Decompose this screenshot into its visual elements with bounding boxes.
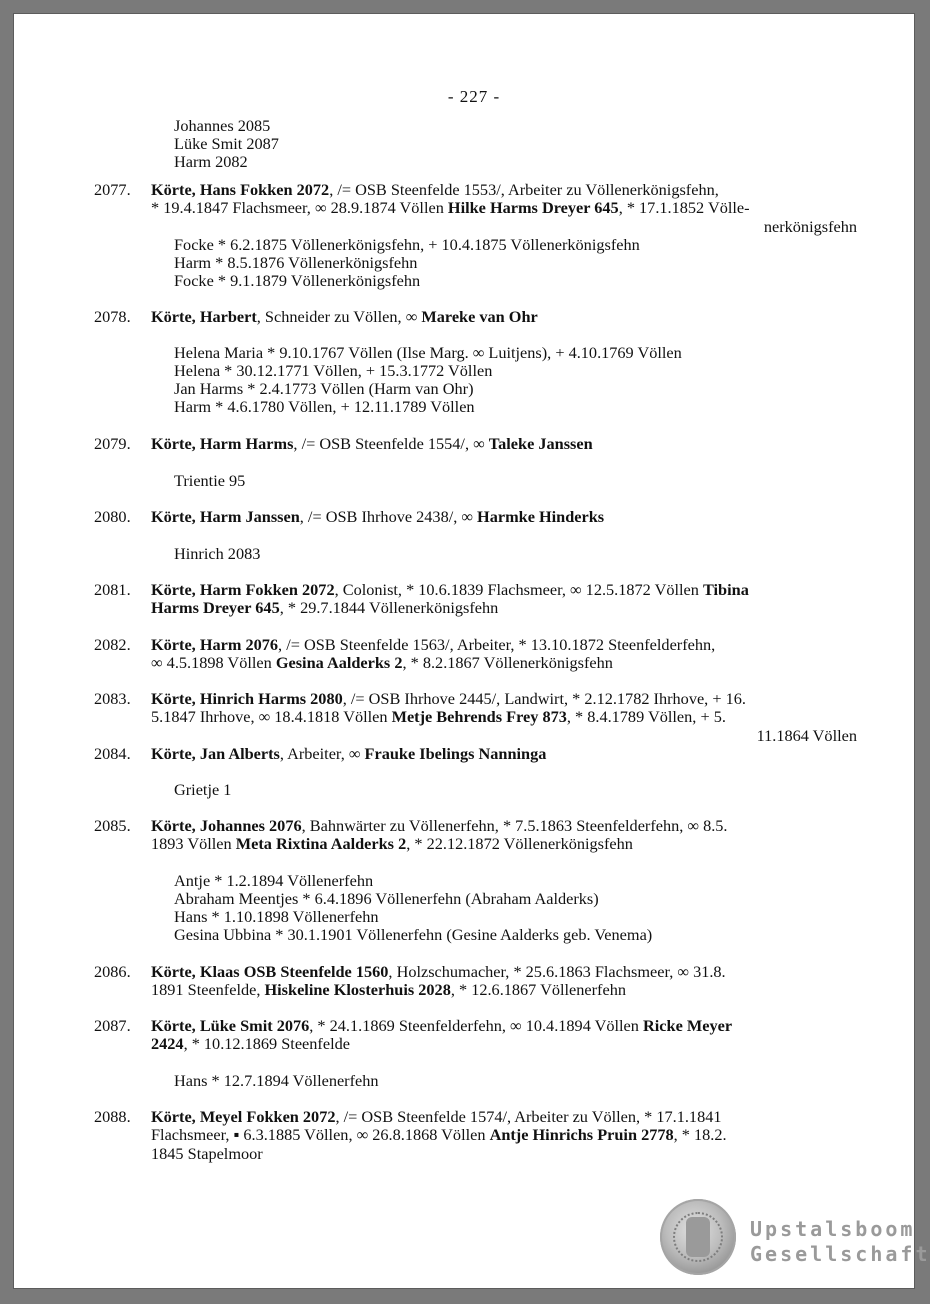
child-line: Johannes 2085 bbox=[174, 116, 271, 135]
entry-number: 2077. bbox=[94, 180, 131, 199]
entry-number: 2082. bbox=[94, 635, 131, 654]
society-seal-icon bbox=[660, 1199, 736, 1275]
entry-detail: * 19.4.1847 Flachsmeer, ∞ 28.9.1874 Völlen bbox=[151, 198, 448, 218]
spouse-name: Taleke Janssen bbox=[488, 434, 593, 453]
child-line: Hans * 1.10.1898 Völlenerfehn bbox=[174, 907, 379, 926]
entry-detail: , * 29.7.1844 Völlenerkönigsfehn bbox=[279, 598, 499, 618]
entry-number: 2088. bbox=[94, 1107, 131, 1126]
child-line: Antje * 1.2.1894 Völlenerfehn bbox=[174, 871, 374, 890]
entry-detail: , * 17.1.1852 Vö bbox=[618, 198, 728, 218]
entry-number: 2087. bbox=[94, 1016, 131, 1035]
spouse-name: Frauke Ibelings Nanninga bbox=[364, 744, 547, 763]
entry-name: Körte, Harm Harms bbox=[151, 434, 294, 453]
entry-detail: , /= OSB Ihrhove 2438/, ∞ bbox=[299, 507, 478, 526]
spouse-name: Gesina Aalderks 2 bbox=[275, 653, 403, 673]
entry-detail: , Arbeiter, ∞ bbox=[279, 744, 365, 763]
entry-detail: , * 24.1.1869 Steenfelderfehn, ∞ 10.4.1894 Völlen bbox=[309, 1016, 643, 1035]
entry-detail: , /= OSB Steenfelde 1574/, Arbeiter zu Völlen, * 17.1.1841 bbox=[335, 1107, 722, 1126]
child-line: Helena * 30.12.1771 Völlen, + 15.3.1772 Völlen bbox=[174, 361, 493, 380]
entry-name: Körte, Johannes 2076 bbox=[151, 816, 302, 835]
document-page bbox=[14, 14, 930, 1288]
entry-detail: 11.1864 Völlen bbox=[756, 725, 857, 745]
entry-detail: , * 18.2. bbox=[673, 1125, 727, 1145]
entry-name: Körte, Harm Janssen bbox=[151, 507, 300, 526]
child-line: Abraham Meentjes * 6.4.1896 Völlenerfehn (Abraham Aalderks) bbox=[174, 889, 599, 908]
spouse-name: Harmke Hinderks bbox=[477, 507, 605, 526]
entry-detail: Flachsmeer, ▪ 6.3.1885 Völlen, ∞ 26.8.1868 Völlen bbox=[151, 1125, 490, 1145]
entry-name: Körte, Lüke Smit 2076 bbox=[151, 1016, 310, 1035]
entry-detail: 1891 Steenfelde, bbox=[151, 980, 265, 1000]
spouse-name: Meta Rixtina Aalderks 2 bbox=[235, 834, 407, 854]
child-line: Focke * 9.1.1879 Völlenerkönigsfehn bbox=[174, 271, 421, 290]
child-line: Focke * 6.2.1875 Völlenerkönigsfehn, + 10.4.1875 Völlenerkönigsfehn bbox=[174, 235, 640, 254]
entry-detail: , Holzschumacher, * 25.6.1863 Flachsmeer, ∞ 31.8. bbox=[388, 962, 726, 981]
entry-number: 2078. bbox=[94, 307, 131, 326]
brand-line2: Gesellschaft bbox=[750, 1242, 930, 1266]
entry-detail: , * 8.2.1867 Völlenerkönigsfehn bbox=[402, 653, 613, 673]
entry-detail: , /= OSB Ihrhove 2445/, Landwirt, * 2.12.1782 Ihrhove, + 16. bbox=[342, 689, 746, 708]
entry-text bbox=[151, 435, 857, 453]
spouse-name: Mareke van Ohr bbox=[421, 307, 538, 326]
spouse-name: Hilke Harms Dreyer 645 bbox=[447, 198, 619, 218]
child-line: Lüke Smit 2087 bbox=[174, 134, 279, 153]
entry-number: 2083. bbox=[94, 689, 131, 708]
entry-number: 2081. bbox=[94, 580, 131, 599]
entry-detail: nerkönigsfehn bbox=[763, 216, 857, 236]
entry-number: 2080. bbox=[94, 507, 131, 526]
spouse-name: 2424 bbox=[151, 1034, 184, 1054]
entry-detail: , /= OSB Steenfelde 1554/, ∞ bbox=[293, 434, 489, 453]
entry-text bbox=[151, 181, 857, 236]
child-line: Hans * 12.7.1894 Völlenerfehn bbox=[174, 1071, 379, 1090]
entry-detail: , /= OSB Steenfelde 1553/, Arbeiter zu Völlenerkönigsfehn, bbox=[329, 180, 719, 199]
entry-name: Körte, Harbert bbox=[151, 307, 257, 326]
entry-text bbox=[151, 308, 857, 326]
entry-detail: ∞ 4.5.1898 Völlen bbox=[151, 653, 276, 673]
child-line: Jan Harms * 2.4.1773 Völlen (Harm van Ohr) bbox=[174, 379, 474, 398]
page-number: - 227 - bbox=[447, 87, 501, 106]
spouse-name: Harms Dreyer 645 bbox=[151, 598, 280, 618]
entry-detail: , Colonist, * 10.6.1839 Flachsmeer, ∞ 12.5.1872 Völlen bbox=[334, 580, 703, 599]
entry-detail: , * 12.6.1867 Völlenerfehn bbox=[450, 980, 626, 1000]
child-line: Harm * 4.6.1780 Völlen, + 12.11.1789 Völlen bbox=[174, 397, 475, 416]
child-line: Helena Maria * 9.10.1767 Völlen (Ilse Marg. ∞ Luitjens), + 4.10.1769 Völlen bbox=[174, 343, 682, 362]
entry-number: 2086. bbox=[94, 962, 131, 981]
entry-detail: , Schneider zu Völlen, ∞ bbox=[256, 307, 422, 326]
spouse-name: Ricke Meyer bbox=[643, 1016, 733, 1035]
entry-detail: lle- bbox=[727, 198, 750, 218]
child-line: Grietje 1 bbox=[174, 780, 232, 799]
entry-text bbox=[151, 963, 857, 1000]
entry-text bbox=[151, 817, 857, 854]
entry-detail: , * 10.12.1869 Steenfelde bbox=[183, 1034, 350, 1054]
entry-detail: , Bahnwärter zu Völlenerfehn, * 7.5.1863 Steenfelderfehn, ∞ 8.5. bbox=[301, 816, 728, 835]
entry-number: 2084. bbox=[94, 744, 131, 763]
entry-text bbox=[151, 745, 857, 763]
entry-name: Körte, Jan Alberts bbox=[151, 744, 280, 763]
entry-text bbox=[151, 1017, 857, 1054]
spouse-name: Tibina bbox=[702, 580, 749, 599]
entry-name: Körte, Hans Fokken 2072 bbox=[151, 180, 330, 199]
entry-text bbox=[151, 508, 857, 526]
spouse-name: Antje Hinrichs Pruin 2778 bbox=[489, 1125, 674, 1145]
child-line: Hinrich 2083 bbox=[174, 544, 261, 563]
child-line: Trientie 95 bbox=[174, 471, 246, 490]
entry-detail: 1845 Stapelmoor bbox=[151, 1143, 263, 1163]
entry-detail: 1893 Völlen bbox=[151, 834, 236, 854]
brand-line1: Upstalsboom bbox=[750, 1217, 916, 1241]
entry-detail: , * 8.4.1789 Völlen, + 5. bbox=[566, 707, 726, 727]
entry-number: 2085. bbox=[94, 816, 131, 835]
entry-text bbox=[151, 690, 857, 745]
entry-detail: , /= OSB Steenfelde 1563/, Arbeiter, * 13.10.1872 Steenfelderfehn, bbox=[278, 635, 716, 654]
entry-number: 2079. bbox=[94, 434, 131, 453]
entry-detail: , * 22.12.1872 Völlenerkönigsfehn bbox=[406, 834, 633, 854]
child-line: Gesina Ubbina * 30.1.1901 Völlenerfehn (Gesine Aalderks geb. Venema) bbox=[174, 925, 653, 944]
child-line: Harm 2082 bbox=[174, 152, 248, 171]
entry-text bbox=[151, 636, 857, 673]
entry-name: Körte, Klaas OSB Steenfelde 1560 bbox=[151, 962, 389, 981]
entry-name: Körte, Meyel Fokken 2072 bbox=[151, 1107, 336, 1126]
spouse-name: Hiskeline Klosterhuis 2028 bbox=[264, 980, 451, 1000]
entry-name: Körte, Hinrich Harms 2080 bbox=[151, 689, 343, 708]
entry-name: Körte, Harm 2076 bbox=[151, 635, 279, 654]
spouse-name: Metje Behrends Frey 873 bbox=[391, 707, 567, 727]
child-line: Harm * 8.5.1876 Völlenerkönigsfehn bbox=[174, 253, 418, 272]
entry-name: Körte, Harm Fokken 2072 bbox=[151, 580, 335, 599]
entry-detail: 5.1847 Ihrhove, ∞ 18.4.1818 Völlen bbox=[151, 707, 392, 727]
entry-text bbox=[151, 581, 857, 618]
entry-text bbox=[151, 1108, 857, 1163]
